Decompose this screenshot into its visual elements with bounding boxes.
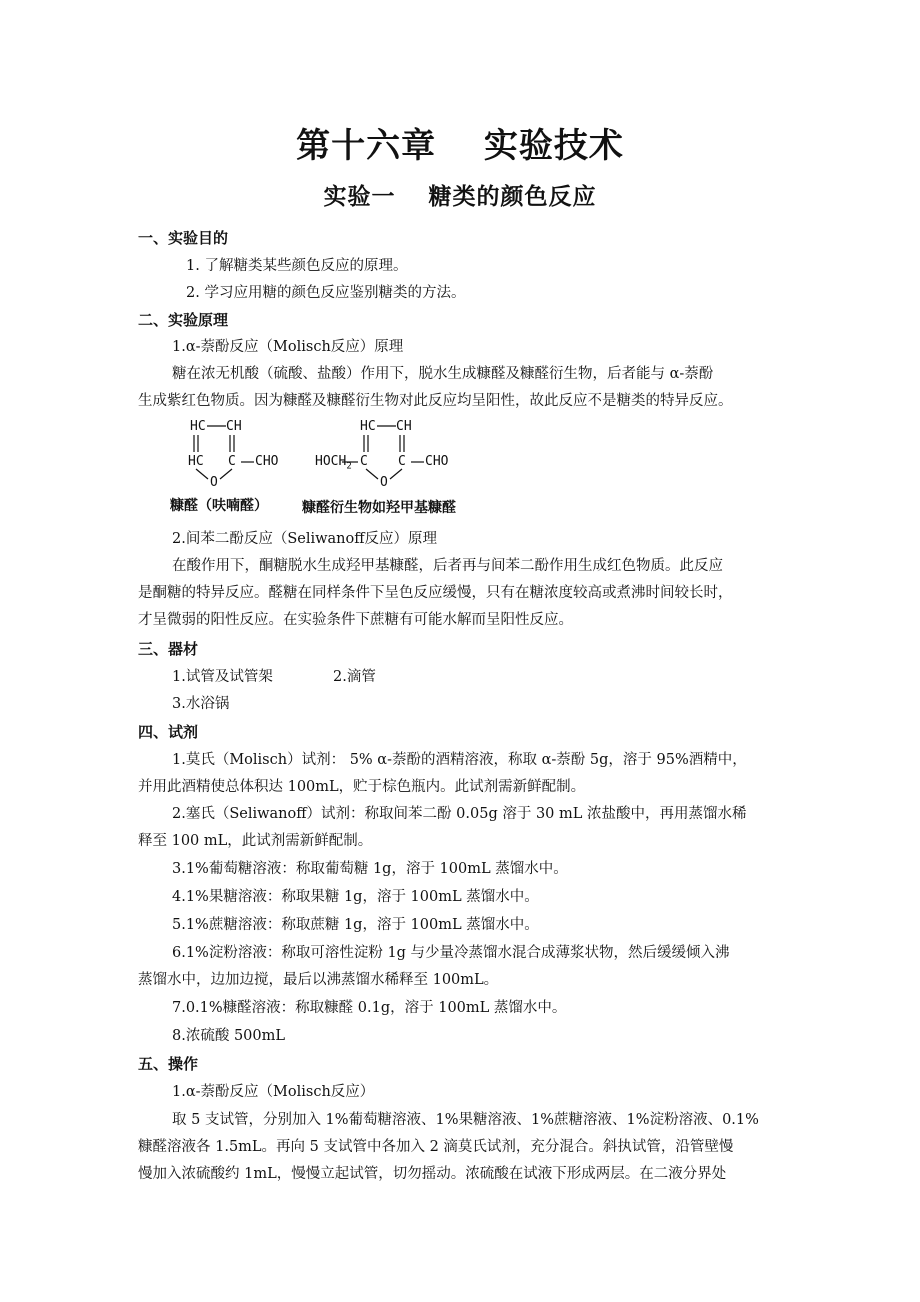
section-heading-equipment: 三、器材: [138, 640, 199, 658]
hmf-atom-ch-top-right: CH: [396, 419, 412, 434]
procedure-line: 慢加入浓硫酸约 1mL，慢慢立起试管，切勿摇动。浓硫酸在试液下形成两层。在二液分界处: [138, 1166, 727, 1182]
hmf-atom-left: C: [360, 454, 368, 469]
reagent-line: 蒸馏水中，边加边搅，最后以沸蒸馏水稀释至 100mL。: [138, 972, 499, 988]
procedure-molisch-title: 1.α-萘酚反应（Molisch反应）: [172, 1084, 375, 1100]
furfural-atom-ch-top-right: CH: [226, 419, 242, 434]
procedure-line: 糠醛溶液各 1.5mL。再向 5 支试管中各加入 2 滴莫氏试剂，充分混合。斜执试管，沿管壁慢: [138, 1139, 734, 1155]
purpose-item-2: 2. 学习应用糖的颜色反应鉴别糖类的方法。: [186, 285, 466, 301]
reagent-line: 1.莫氏（Molisch）试剂： 5% α-萘酚的酒精溶液，称取 α-萘酚 5g，溶于 95%酒精中，: [172, 752, 747, 768]
chapter-title: 第十六章 实验技术: [296, 126, 624, 166]
furfural-atom-hc-top-left: HC: [190, 419, 206, 434]
principle-seliwanoff-text-3: 才呈微弱的阳性反应。在实验条件下蔗糖有可能水解而呈阳性反应。: [138, 612, 573, 628]
reagent-line: 7.0.1%糠醛溶液：称取糠醛 0.1g，溶于 100mL 蒸馏水中。: [172, 1000, 567, 1016]
section-heading-principle: 二、实验原理: [138, 311, 229, 329]
reagent-line: 6.1%淀粉溶液：称取可溶性淀粉 1g 与少量冷蒸馏水混合成薄浆状物，然后缓缓倾入沸: [172, 945, 730, 961]
furfural-structure-diagram: [160, 415, 500, 520]
principle-molisch-text-1: 糖在浓无机酸（硫酸、盐酸）作用下，脱水生成糠醛及糠醛衍生物，后者能与 α-萘酚: [172, 366, 714, 382]
equipment-item-3: 3.水浴锅: [172, 696, 230, 712]
experiment-title: 实验一 糖类的颜色反应: [323, 184, 597, 210]
section-heading-reagents: 四、试剂: [138, 723, 199, 741]
section-heading-purpose: 一、实验目的: [138, 229, 229, 247]
equipment-item-1: 1.试管及试管架: [172, 669, 273, 685]
reagent-line: 4.1%果糖溶液：称取果糖 1g，溶于 100mL 蒸馏水中。: [172, 889, 539, 905]
reagent-line: 并用此酒精使总体积达 100mL，贮于棕色瓶内。此试剂需新鲜配制。: [138, 779, 586, 795]
furfural-caption: 糠醛（呋喃醛）: [170, 498, 268, 514]
hmf-aldehyde-group: CHO: [425, 454, 449, 469]
section-heading-procedure: 五、操作: [138, 1055, 199, 1073]
principle-seliwanoff-text-1: 在酸作用下，酮糖脱水生成羟甲基糠醛，后者再与间苯二酚作用生成红色物质。此反应: [172, 558, 723, 574]
reagent-line: 3.1%葡萄糖溶液：称取葡萄糖 1g，溶于 100mL 蒸馏水中。: [172, 861, 568, 877]
purpose-item-1: 1. 了解糖类某些颜色反应的原理。: [186, 258, 408, 274]
principle-seliwanoff-text-2: 是酮糖的特异反应。醛糖在同样条件下呈色反应缓慢，只有在糖浓度较高或煮沸时间较长时，: [138, 585, 733, 601]
principle-seliwanoff-title: 2.间苯二酚反应（Seliwanoff反应）原理: [172, 531, 438, 547]
furfural-oxygen: O: [210, 475, 218, 490]
hmf-oxygen: O: [380, 475, 388, 490]
principle-molisch-text-2: 生成紫红色物质。因为糠醛及糠醛衍生物对此反应均呈阳性，故此反应不是糖类的特异反应。: [138, 393, 733, 409]
furfural-atom-left: HC: [188, 454, 204, 469]
hmf-atom-right: C: [398, 454, 406, 469]
furfural-aldehyde-group: CHO: [255, 454, 279, 469]
reagent-line: 5.1%蔗糖溶液：称取蔗糖 1g，溶于 100mL 蒸馏水中。: [172, 917, 539, 933]
hmf-atom-hc-top-left: HC: [360, 419, 376, 434]
hmf-caption: 糠醛衍生物如羟甲基糠醛: [302, 500, 456, 516]
procedure-line: 取 5 支试管，分别加入 1%葡萄糖溶液、1%果糖溶液、1%蔗糖溶液、1%淀粉溶液、0.1%: [172, 1112, 759, 1128]
hmf-hydroxymethyl-group: $HOCH_2$: [315, 454, 352, 472]
principle-molisch-title: 1.α-萘酚反应（Molisch反应）原理: [172, 339, 404, 355]
reagent-line: 释至 100 mL，此试剂需新鲜配制。: [138, 833, 373, 849]
reagent-line: 2.塞氏（Seliwanoff）试剂：称取间苯二酚 0.05g 溶于 30 mL 浓盐酸中，再用蒸馏水稀: [172, 806, 747, 822]
equipment-item-2: 2.滴管: [333, 669, 376, 685]
reagent-line: 8.浓硫酸 500mL: [172, 1028, 285, 1044]
furfural-atom-right: C: [228, 454, 236, 469]
